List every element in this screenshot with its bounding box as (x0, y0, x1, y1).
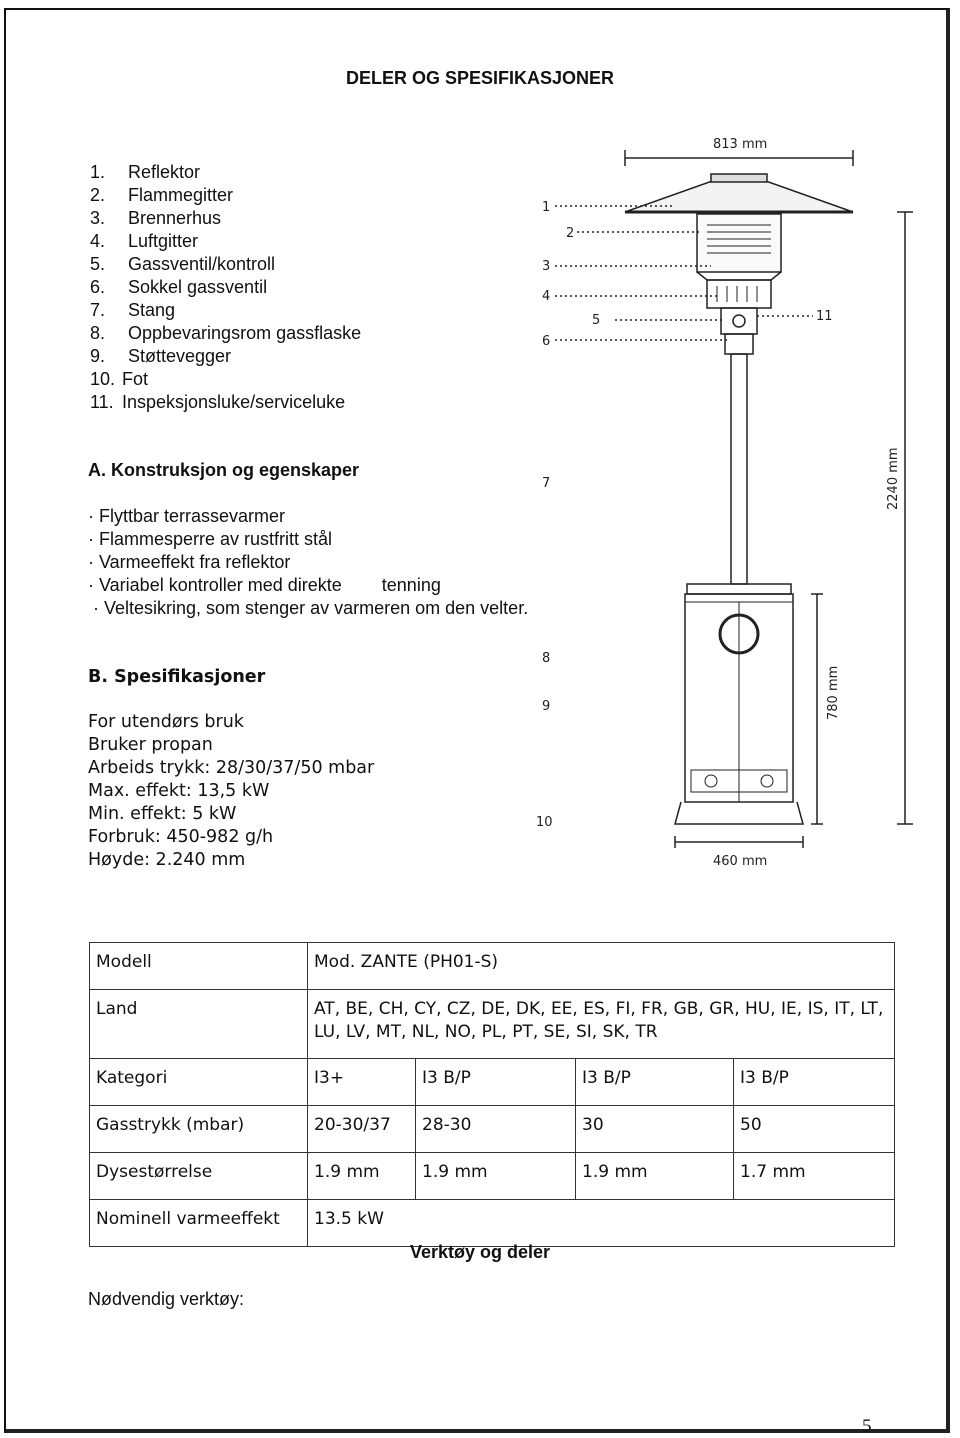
power-label: Nominell varmeeffekt (90, 1200, 308, 1247)
table-cell: 1.9 mm (416, 1153, 576, 1200)
page-number: 5 (862, 1416, 872, 1437)
list-item: Høyde: 2.240 mm (88, 850, 246, 870)
list-item: 5. Gassventil/kontroll (90, 254, 276, 274)
dimension-label-base-width: 460 mm (713, 854, 768, 869)
power-value: 13.5 kW (308, 1200, 895, 1247)
callout-5: 5 (592, 313, 601, 328)
valve-knob-icon (733, 315, 745, 327)
list-item: 11. Inspeksjonsluke/serviceluke (90, 392, 346, 412)
table-row (90, 1200, 895, 1247)
list-item: 3. Brennerhus (90, 208, 222, 228)
tools-label: Nødvendig verktøy: (88, 1289, 245, 1309)
reflector-shape (625, 180, 853, 212)
list-item: · Veltesikring, som stenger av varmeren om den velter. (88, 598, 529, 618)
callout-4: 4 (542, 289, 551, 304)
burner-housing (697, 272, 781, 280)
gas-valve (721, 308, 757, 334)
table-cell: 20-30/37 (308, 1106, 416, 1153)
list-item: Bruker propan (88, 735, 213, 755)
features-list (88, 505, 528, 620)
list-item: 10. Fot (90, 369, 149, 389)
callout-1: 1 (542, 200, 551, 215)
row-label: Gasstrykk (mbar) (90, 1106, 308, 1153)
callout-2: 2 (566, 226, 575, 241)
dimension-label-base-height: 780 mm (826, 665, 841, 720)
list-item: · Variabel kontroller med direkte tenning (88, 575, 441, 595)
callout-6: 6 (542, 334, 551, 349)
list-item: Max. effekt: 13,5 kW (88, 781, 270, 801)
reflector-cap (711, 174, 767, 182)
list-item: · Flammesperre av rustfritt stål (88, 529, 333, 549)
section-a-heading: A. Konstruksjon og egenskaper (88, 460, 360, 480)
row-label: Dysestørrelse (90, 1153, 308, 1200)
table-cell: 1.9 mm (308, 1153, 416, 1200)
parts-list (90, 161, 361, 414)
list-item: · Varmeeffekt fra reflektor (88, 552, 291, 572)
specs-list (88, 711, 374, 872)
callout-11: 11 (816, 309, 833, 324)
country-label: Land (90, 990, 308, 1059)
table-cell: I3 B/P (734, 1059, 895, 1106)
row-label: Kategori (90, 1059, 308, 1106)
list-item: Arbeids trykk: 28/30/37/50 mbar (88, 758, 375, 778)
table-cell: 1.9 mm (576, 1153, 734, 1200)
list-item: 6. Sokkel gassventil (90, 277, 268, 297)
spec-table (89, 942, 895, 1247)
table-row (90, 1153, 895, 1200)
table-cell: I3 B/P (576, 1059, 734, 1106)
list-item: 7. Stang (90, 300, 176, 320)
list-item: 1. Reflektor (90, 162, 201, 182)
callout-10: 10 (536, 815, 553, 830)
tools-heading: Verktøy og deler (409, 1242, 551, 1262)
table-cell: 1.7 mm (734, 1153, 895, 1200)
callout-3: 3 (542, 259, 551, 274)
section-b-heading: B. Spesifikasjoner (88, 667, 266, 687)
dimension-label-height: 2240 mm (886, 447, 901, 510)
heater-diagram (525, 130, 925, 875)
list-item: 8. Oppbevaringsrom gassflaske (90, 323, 362, 343)
base-foot (675, 802, 803, 824)
table-row (90, 1059, 895, 1106)
table-row (90, 990, 895, 1059)
table-cell: I3+ (308, 1059, 416, 1106)
list-item: For utendørs bruk (88, 712, 244, 732)
country-value: AT, BE, CH, CY, CZ, DE, DK, EE, ES, FI, FR, GB, GR, HU, IE, IS, IT, LT, LU, LV, MT, NL, NO, PL, PT, SE, SI, SK, TR (308, 990, 895, 1059)
model-value: Mod. ZANTE (PH01-S) (308, 943, 895, 990)
model-label: Modell (90, 943, 308, 990)
list-item: 4. Luftgitter (90, 231, 199, 251)
flame-grid (697, 214, 781, 272)
valve-base (725, 334, 753, 354)
list-item: Min. effekt: 5 kW (88, 804, 237, 824)
list-item: Forbruk: 450-982 g/h (88, 827, 274, 847)
table-cell: I3 B/P (416, 1059, 576, 1106)
page-title: DELER OG SPESIFIKASJONER (345, 68, 615, 88)
callout-9: 9 (542, 699, 551, 714)
list-item: 9. Støttevegger (90, 346, 232, 366)
table-cell: 30 (576, 1106, 734, 1153)
list-item: 2. Flammegitter (90, 185, 234, 205)
table-cell: 50 (734, 1106, 895, 1153)
pole (731, 354, 747, 584)
housing-top (687, 584, 791, 594)
callout-7: 7 (542, 476, 551, 491)
table-row (90, 943, 895, 990)
list-item: · Flyttbar terrassevarmer (88, 506, 286, 526)
table-cell: 28-30 (416, 1106, 576, 1153)
dimension-label-top: 813 mm (713, 137, 768, 152)
table-row (90, 1106, 895, 1153)
callout-8: 8 (542, 651, 551, 666)
